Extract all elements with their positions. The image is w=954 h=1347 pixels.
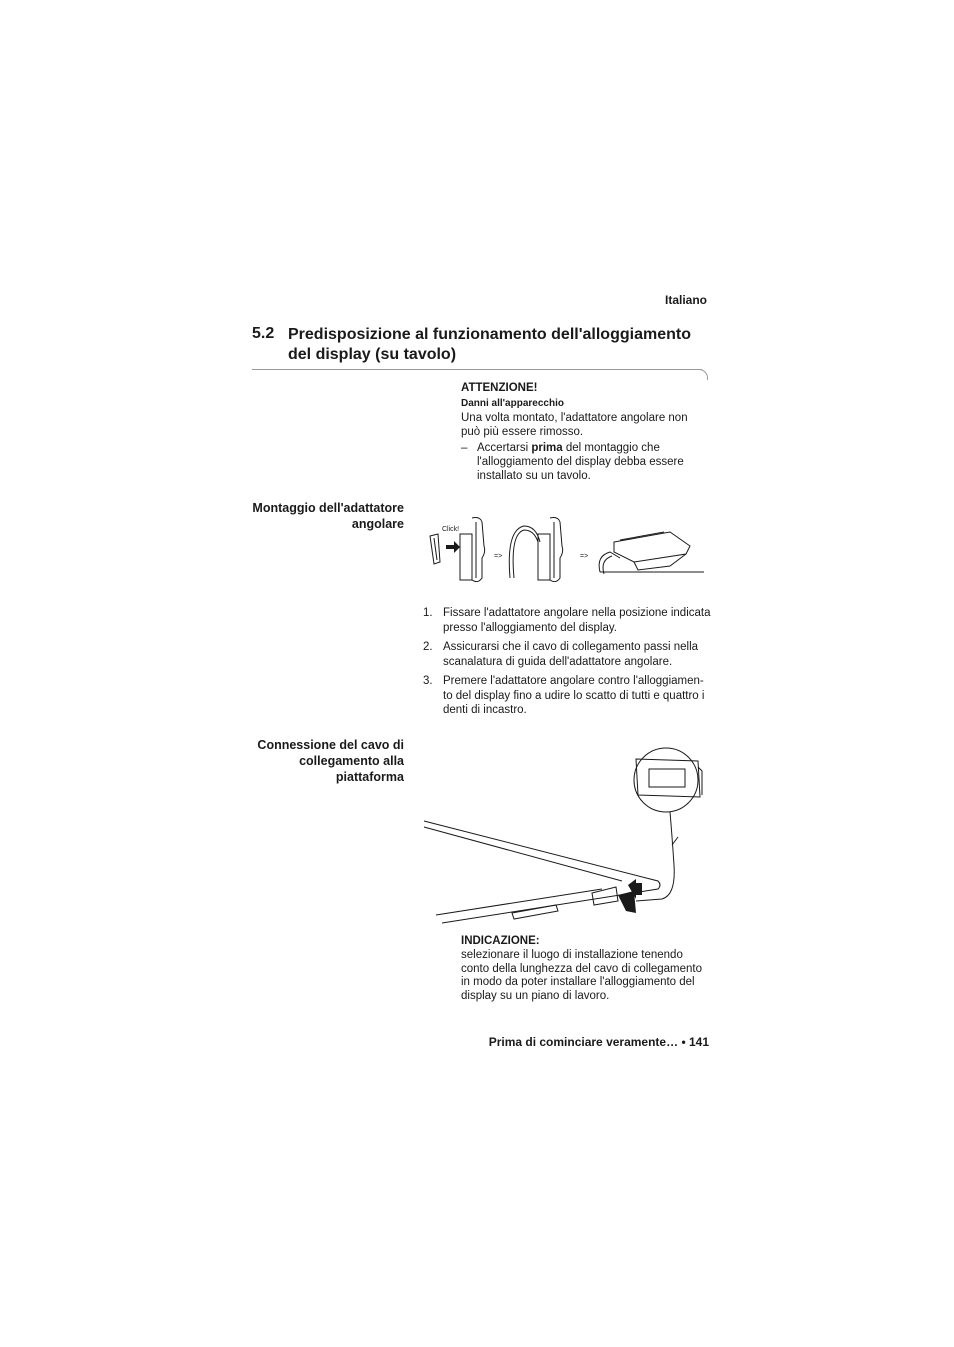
list-item: [423, 640, 713, 669]
warning-dash: –: [461, 442, 468, 454]
list-item: [423, 674, 713, 718]
section-number: 5.2: [252, 325, 275, 342]
step-text: Assicurarsi che il cavo di collegamento passi nella scanalatura di guida dell'adattatore angolare.: [443, 641, 699, 668]
display-housing-shape: [634, 748, 698, 812]
figure-arrow-2: =>: [580, 553, 589, 560]
warning-item-pre: Accertarsi: [477, 442, 532, 454]
step-number: 2.: [423, 641, 433, 653]
warning-subtitle: Danni all'apparecchio: [461, 398, 564, 409]
language-label: Italiano: [664, 293, 707, 307]
warning-item-bold: prima: [531, 442, 563, 454]
mounting-steps: [423, 606, 713, 723]
note-title: INDICAZIONE:: [461, 935, 540, 947]
step-number: 3.: [423, 675, 433, 687]
note-body: selezionare il luogo di installazione tenendo conto della lunghezza del cavo di collegamento in modo da poter installare l'alloggiamento del display su un piano di lavoro.: [461, 949, 703, 1002]
connector-plug-icon: [618, 891, 636, 913]
connection-figure: [422, 745, 710, 935]
section-divider-corner: [697, 369, 708, 380]
warning-item-post: del montaggio che l'alloggiamento del display debba essere installato su un tavolo.: [477, 442, 684, 482]
push-arrow-icon: [446, 541, 460, 553]
warning-item: [477, 441, 709, 483]
click-label: Click!: [442, 526, 460, 533]
mounting-heading: Montaggio dell'adattatore angolare: [252, 501, 404, 531]
section-title: Predisposizione al funzionamento dell'alloggiamento del display (su tavolo): [288, 326, 691, 363]
warning-title: ATTENZIONE!: [461, 382, 538, 394]
step-text: Premere l'adattatore angolare contro l'alloggiamen-to del display fino a udire lo scatto di tutti e quattro i denti di incastro.: [443, 675, 705, 716]
warning-body: Una volta montato, l'adattatore angolare non può più essere rimosso.: [461, 412, 688, 438]
step-text: Fissare l'adattatore angolare nella posizione indicata presso l'alloggiamento del display.: [443, 607, 711, 634]
mounting-figure: [424, 512, 706, 582]
page-footer: Prima di cominciare veramente… • 141: [488, 1035, 709, 1049]
list-item: [423, 606, 713, 635]
connection-heading: Connessione del cavo di collegamento alla piattaforma: [257, 738, 404, 784]
figure-arrow-1: =>: [494, 553, 503, 560]
section-divider: [252, 369, 702, 370]
step-number: 1.: [423, 607, 433, 619]
